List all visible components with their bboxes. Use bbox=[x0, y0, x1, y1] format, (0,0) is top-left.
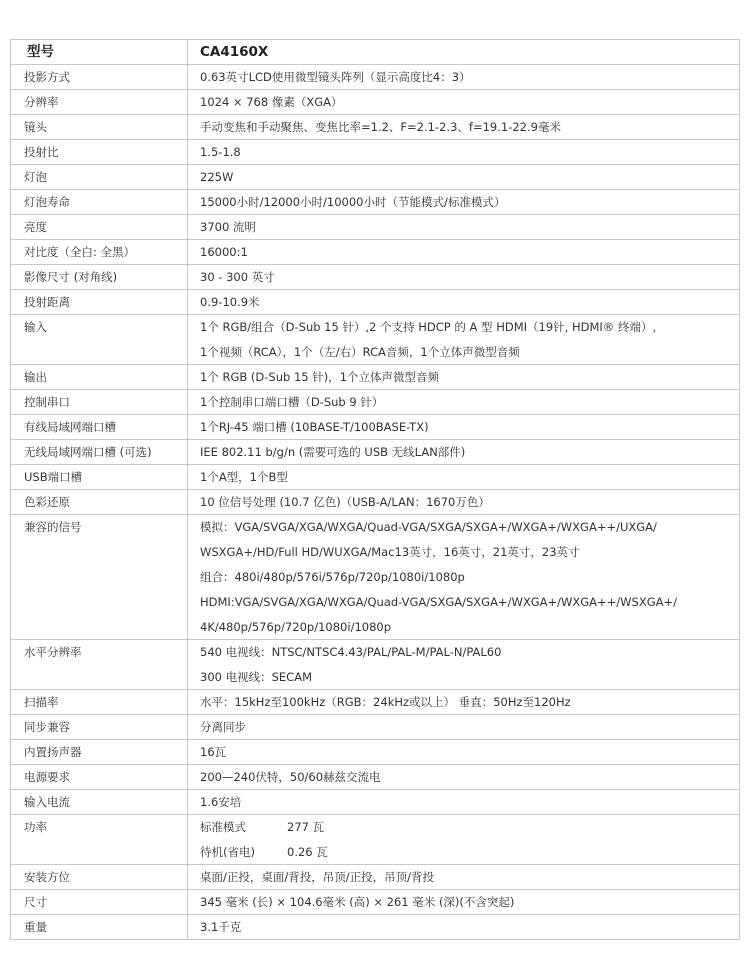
spec-value-line: 手动变焦和手动聚焦、变焦比率=1.2、F=2.1-2.3、f=19.1-22.9毫米 bbox=[200, 120, 561, 134]
spec-value bbox=[188, 490, 740, 515]
spec-value-line: 1.5-1.8 bbox=[200, 145, 241, 159]
spec-row bbox=[11, 890, 740, 915]
spec-label: 输入电流 bbox=[11, 790, 188, 815]
spec-row bbox=[11, 240, 740, 265]
spec-value bbox=[188, 165, 740, 190]
spec-row bbox=[11, 490, 740, 515]
spec-row bbox=[11, 390, 740, 415]
spec-label: 输入 bbox=[11, 315, 188, 365]
spec-value-line: 16瓦 bbox=[200, 745, 227, 759]
spec-value-line: IEE 802.11 b/g/n (需要可选的 USB 无线LAN部件) bbox=[200, 445, 466, 459]
spec-label: 投射距离 bbox=[11, 290, 188, 315]
spec-value-line: HDMI:VGA/SVGA/XGA/WXGA/Quad-VGA/SXGA/SXGA+/WXGA+/WXGA++/WSXGA+/ bbox=[200, 595, 677, 609]
spec-value bbox=[188, 815, 740, 865]
spec-value-line: 模拟：VGA/SVGA/XGA/WXGA/Quad-VGA/SXGA/SXGA+/WXGA+/WXGA++/UXGA/ bbox=[200, 520, 657, 534]
spec-label: 扫描率 bbox=[11, 690, 188, 715]
power-mode-value: 0.26 瓦 bbox=[287, 845, 328, 859]
spec-value bbox=[188, 465, 740, 490]
spec-value bbox=[188, 640, 740, 690]
spec-label: 安装方位 bbox=[11, 865, 188, 890]
spec-row bbox=[11, 640, 740, 690]
power-mode-label: 待机(省电) bbox=[200, 845, 255, 859]
spec-value-line: 1个 RGB (D-Sub 15 针)，1个立体声微型音频 bbox=[200, 370, 440, 384]
spec-label: 无线局域网端口槽 (可选) bbox=[11, 440, 188, 465]
spec-value-line: 1个A型，1个B型 bbox=[200, 470, 288, 484]
spec-row bbox=[11, 65, 740, 90]
spec-value bbox=[188, 715, 740, 740]
spec-value bbox=[188, 440, 740, 465]
spec-value-line: 540 电视线：NTSC/NTSC4.43/PAL/PAL-M/PAL-N/PAL60 bbox=[200, 645, 502, 659]
spec-value bbox=[188, 690, 740, 715]
spec-label: 灯泡寿命 bbox=[11, 190, 188, 215]
spec-label: USB端口槽 bbox=[11, 465, 188, 490]
spec-row bbox=[11, 440, 740, 465]
spec-value bbox=[188, 890, 740, 915]
spec-label: 功率 bbox=[11, 815, 188, 865]
spec-value bbox=[188, 390, 740, 415]
spec-row bbox=[11, 915, 740, 940]
spec-label: 影像尺寸 (对角线) bbox=[11, 265, 188, 290]
spec-value bbox=[188, 290, 740, 315]
spec-value bbox=[188, 365, 740, 390]
spec-value-line: 4K/480p/576p/720p/1080i/1080p bbox=[200, 620, 392, 634]
spec-label: 控制串口 bbox=[11, 390, 188, 415]
spec-value-line: 分离同步 bbox=[200, 720, 246, 734]
spec-label: 有线局域网端口槽 bbox=[11, 415, 188, 440]
spec-row bbox=[11, 165, 740, 190]
spec-label: 灯泡 bbox=[11, 165, 188, 190]
spec-value-line: 3700 流明 bbox=[200, 220, 256, 234]
header-row bbox=[11, 40, 740, 65]
spec-value-line: 200—240伏特，50/60赫兹交流电 bbox=[200, 770, 381, 784]
spec-value-line: 30 - 300 英寸 bbox=[200, 270, 275, 284]
spec-value bbox=[188, 90, 740, 115]
spec-value bbox=[188, 915, 740, 940]
spec-row bbox=[11, 465, 740, 490]
spec-value bbox=[188, 265, 740, 290]
spec-label: 尺寸 bbox=[11, 890, 188, 915]
model-value: CA4160X bbox=[188, 40, 740, 65]
spec-label: 镜头 bbox=[11, 115, 188, 140]
power-mode-line bbox=[200, 840, 739, 864]
spec-value-line: 15000小时/12000小时/10000小时（节能模式/标准模式） bbox=[200, 195, 506, 209]
spec-value-line: 1.6安培 bbox=[200, 795, 242, 809]
model-label: 型号 bbox=[11, 40, 188, 65]
spec-value-line: 组合：480i/480p/576i/576p/720p/1080i/1080p bbox=[200, 570, 465, 584]
spec-label: 兼容的信号 bbox=[11, 515, 188, 640]
spec-table bbox=[10, 39, 740, 940]
spec-label: 色彩还原 bbox=[11, 490, 188, 515]
spec-row bbox=[11, 265, 740, 290]
spec-value-line: 1024 × 768 像素（XGA） bbox=[200, 95, 343, 109]
power-mode-label: 标准模式 bbox=[200, 820, 246, 834]
spec-row bbox=[11, 90, 740, 115]
spec-value-line: 1个RJ-45 端口槽 (10BASE-T/100BASE-TX) bbox=[200, 420, 429, 434]
spec-label: 重量 bbox=[11, 915, 188, 940]
spec-value bbox=[188, 240, 740, 265]
spec-row bbox=[11, 415, 740, 440]
spec-value bbox=[188, 190, 740, 215]
spec-label: 亮度 bbox=[11, 215, 188, 240]
spec-row-power bbox=[11, 815, 740, 865]
spec-row bbox=[11, 765, 740, 790]
spec-row bbox=[11, 690, 740, 715]
power-mode-line bbox=[200, 815, 739, 840]
spec-value-line: 10 位信号处理 (10.7 亿色)（USB-A/LAN：1670万色） bbox=[200, 495, 490, 509]
spec-label: 内置扬声器 bbox=[11, 740, 188, 765]
spec-row bbox=[11, 315, 740, 365]
spec-label: 投射比 bbox=[11, 140, 188, 165]
spec-value-line: 1个控制串口端口槽（D-Sub 9 针） bbox=[200, 395, 384, 409]
spec-value-line: 0.63英寸LCD使用微型镜头阵列（显示高度比4：3） bbox=[200, 70, 471, 84]
spec-row bbox=[11, 290, 740, 315]
spec-row bbox=[11, 715, 740, 740]
spec-row bbox=[11, 865, 740, 890]
spec-value-line: 桌面/正投，桌面/背投，吊顶/正投，吊顶/背投 bbox=[200, 870, 434, 884]
spec-value bbox=[188, 765, 740, 790]
spec-label: 投影方式 bbox=[11, 65, 188, 90]
spec-row bbox=[11, 190, 740, 215]
spec-label: 电源要求 bbox=[11, 765, 188, 790]
spec-value bbox=[188, 140, 740, 165]
spec-value-line: WSXGA+/HD/Full HD/WUXGA/Mac13英寸，16英寸，21英寸，23英寸 bbox=[200, 545, 580, 559]
spec-label: 同步兼容 bbox=[11, 715, 188, 740]
spec-value bbox=[188, 315, 740, 365]
spec-label: 输出 bbox=[11, 365, 188, 390]
spec-row bbox=[11, 140, 740, 165]
spec-value-line: 3.1千克 bbox=[200, 920, 242, 934]
spec-label: 对比度（全白: 全黑） bbox=[11, 240, 188, 265]
spec-value bbox=[188, 415, 740, 440]
spec-row bbox=[11, 515, 740, 640]
spec-row bbox=[11, 740, 740, 765]
spec-value bbox=[188, 515, 740, 640]
spec-value-line: 1个 RGB/组合（D-Sub 15 针）,2 个支持 HDCP 的 A 型 HDMI（19针, HDMI® 终端）, bbox=[200, 320, 657, 334]
spec-value bbox=[188, 740, 740, 765]
spec-value bbox=[188, 865, 740, 890]
spec-value-line: 水平：15kHz至100kHz（RGB：24kHz或以上） 垂直：50Hz至120Hz bbox=[200, 695, 571, 709]
spec-value-line: 0.9-10.9米 bbox=[200, 295, 260, 309]
spec-body bbox=[11, 40, 740, 940]
spec-value-line: 345 毫米 (长) × 104.6毫米 (高) × 261 毫米 (深)(不含突起) bbox=[200, 895, 515, 909]
spec-row bbox=[11, 115, 740, 140]
spec-row bbox=[11, 215, 740, 240]
spec-value-line: 16000:1 bbox=[200, 245, 248, 259]
spec-label: 水平分辨率 bbox=[11, 640, 188, 690]
spec-value bbox=[188, 65, 740, 90]
spec-value-line: 225W bbox=[200, 170, 234, 184]
spec-value bbox=[188, 115, 740, 140]
power-mode-value: 277 瓦 bbox=[287, 820, 325, 834]
spec-value bbox=[188, 790, 740, 815]
spec-value bbox=[188, 215, 740, 240]
spec-row bbox=[11, 365, 740, 390]
spec-value-line: 1个视频（RCA），1个（左/右）RCA音频，1个立体声微型音频 bbox=[200, 345, 520, 359]
spec-row bbox=[11, 790, 740, 815]
spec-label: 分辨率 bbox=[11, 90, 188, 115]
spec-value-line: 300 电视线：SECAM bbox=[200, 670, 312, 684]
